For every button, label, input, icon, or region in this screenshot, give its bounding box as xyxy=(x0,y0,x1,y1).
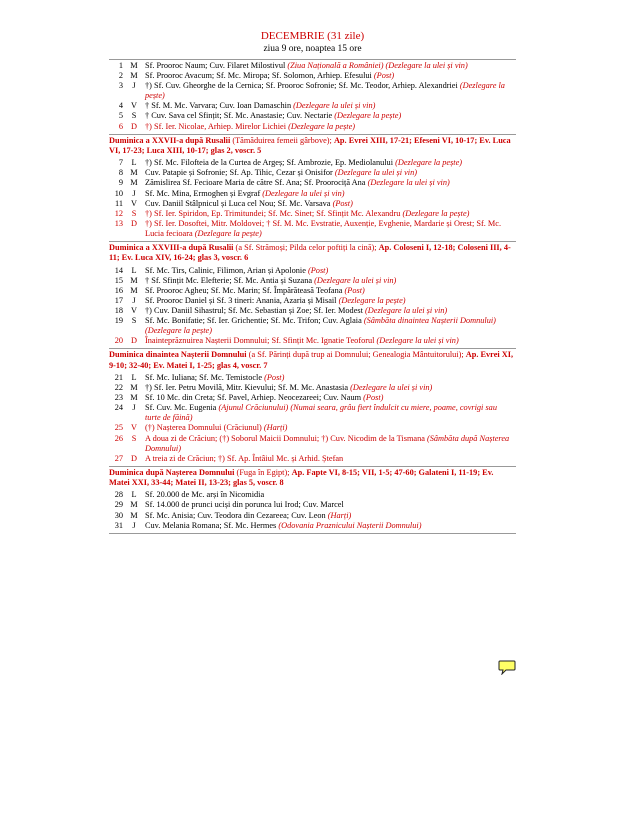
sunday-name: Duminica dinaintea Nașterii Domnului xyxy=(109,350,247,360)
day-row xyxy=(109,336,516,346)
day-saints xyxy=(142,286,516,296)
weekday: L xyxy=(131,372,137,382)
day-saints xyxy=(142,61,516,71)
saints-text: A doua zi de Crăciun; (†) Soborul Maicii Domnului; †) Cuv. Nicodim de la Tismana xyxy=(145,433,427,443)
saints-text: Sf. 20.000 de Mc. arși în Nicomidia xyxy=(145,490,265,500)
fasting-note: (Dezlegare la ulei și vin) xyxy=(293,101,376,111)
fasting-note: (Post) xyxy=(264,372,285,382)
weekday: V xyxy=(131,423,137,433)
day-saints xyxy=(142,521,516,531)
weekday: D xyxy=(131,121,137,131)
sunday-heading xyxy=(109,467,516,490)
fasting-note: (Dezlegare la pește) xyxy=(288,121,356,131)
day-row xyxy=(109,168,516,178)
day-saints xyxy=(142,189,516,199)
weekday: V xyxy=(131,101,137,111)
weekday: S xyxy=(131,433,137,443)
day-number: 14 xyxy=(114,265,123,275)
weekday: V xyxy=(131,198,137,208)
saints-text: †) Sf. Ier. Dosoftei, Mitr. Moldovei; † Sf. M. Mc. Evstratie, Auxenție, Evghenie, Mardarie și Orest; Sf. Mc. Lucia fecioara xyxy=(145,218,502,238)
weekday: S xyxy=(131,316,137,326)
weekday: M xyxy=(130,500,138,510)
page-title: DECEMBRIE (31 zile) xyxy=(260,30,365,42)
saints-text: Cuv. Patapie și Sofronie; Sf. Ap. Tihic, Cezar și Onisifor xyxy=(145,168,335,178)
day-saints xyxy=(142,383,516,393)
day-number: 23 xyxy=(114,393,123,403)
saints-text: A treia zi de Crăciun; †) Sf. Ap. Întâiul Mc. și Arhid. Ștefan xyxy=(145,453,344,463)
saints-text: Sf. Mc. Tirs, Calinic, Filimon, Arian și Apolonie xyxy=(145,265,308,275)
fasting-note: (Dezlegare la pește) xyxy=(338,295,406,305)
saints-text: Înainteprăznuirea Nașterii Domnului; Sf. Sfințit Mc. Ignatie Teoforul xyxy=(145,336,377,346)
sunday-readings: Ap. Evrei XIII, 17-21; Efeseni VI, 10-17; Ev. Luca VI, 17-23; Luca XIII, 10-17; glas 2, voscr. 5 xyxy=(109,135,511,155)
day-number: 4 xyxy=(118,101,123,111)
day-saints xyxy=(142,511,516,521)
day-row xyxy=(109,209,516,219)
day-row xyxy=(109,373,516,383)
fasting-note: (Dezlegare la pește) xyxy=(395,158,463,168)
day-number: 18 xyxy=(114,305,123,315)
weekday: S xyxy=(131,208,137,218)
day-row xyxy=(109,286,516,296)
day-number: 7 xyxy=(118,158,123,168)
weekday: M xyxy=(130,510,138,520)
fasting-note: (Ziua Națională a României) (Dezlegare la ulei și vin) xyxy=(287,61,468,70)
sunday-name: Duminica a XXVII-a după Rusalii xyxy=(109,135,231,145)
day-saints xyxy=(142,403,516,423)
fasting-note: (Odovania Praznicului Nașterii Domnului) xyxy=(278,520,422,530)
sunday-readings: Ap. Coloseni I, 12-18; Coloseni III, 4-11; Ev. Luca XIV, 16-24; glas 3, voscr. 6 xyxy=(109,243,511,263)
day-list xyxy=(109,158,516,239)
fasting-note: (Harți) xyxy=(263,423,288,433)
sunday-name: Duminica după Nașterea Domnului xyxy=(109,467,235,477)
saints-text: Sf. Mc. Iuliana; Sf. Mc. Temistocle xyxy=(145,372,265,382)
weekday: M xyxy=(130,61,138,70)
day-saints xyxy=(142,454,516,464)
saints-text: †) Sf. Mc. Filofteia de la Curtea de Argeș; Sf. Ambrozie, Ep. Mediolanului xyxy=(145,158,396,168)
day-row xyxy=(109,306,516,316)
sunday-readings: Ap. Fapte VI, 8-15; VII, 1-5; 47-60; Galateni I, 11-19; Ev. Matei XXI, 33-44; Matei II, 13-23; glas 5, voscr. 8 xyxy=(109,467,494,488)
weekday: J xyxy=(132,81,136,91)
saints-text: Sf. 10 Mc. din Creta; Sf. Pavel, Arhiep. Neocezareei; Cuv. Naum xyxy=(145,393,364,403)
day-row xyxy=(109,158,516,168)
sunday-heading xyxy=(109,349,516,372)
calendar-content xyxy=(109,61,516,534)
sunday-heading xyxy=(109,135,516,158)
day-saints xyxy=(142,71,516,81)
day-number: 6 xyxy=(118,121,123,131)
day-number: 27 xyxy=(114,453,123,463)
day-number: 9 xyxy=(118,178,123,188)
day-saints xyxy=(142,168,516,178)
weekday: J xyxy=(132,295,136,305)
day-saints xyxy=(142,393,516,403)
day-number: 12 xyxy=(114,208,123,218)
day-saints xyxy=(142,276,516,286)
day-row xyxy=(109,199,516,209)
day-number: 30 xyxy=(114,510,123,520)
saints-text: † Sf. Sfințit Mc. Elefterie; Sf. Mc. Antia și Suzana xyxy=(145,275,315,285)
weekday: L xyxy=(131,490,137,500)
day-saints xyxy=(142,266,516,276)
day-number: 29 xyxy=(114,500,123,510)
fasting-note: (Dezlegare la ulei și vin) xyxy=(350,383,433,393)
divider xyxy=(109,533,516,534)
day-row xyxy=(109,296,516,306)
day-saints xyxy=(142,158,516,168)
day-row xyxy=(109,111,516,121)
weekday: M xyxy=(130,393,138,403)
day-row xyxy=(109,189,516,199)
fasting-note: (Dezlegare la ulei și vin) xyxy=(365,305,448,315)
day-row xyxy=(109,383,516,393)
fasting-note: (Harți) xyxy=(327,510,352,520)
day-row xyxy=(109,71,516,81)
day-saints xyxy=(142,199,516,209)
sunday-description: (Tămăduirea femeii gârbove); xyxy=(230,135,334,145)
saints-text: †) Sf. Ier. Spiridon, Ep. Trimitundei; Sf. Mc. Sinet; Sf. Sfințit Mc. Alexandru xyxy=(145,208,403,218)
day-saints xyxy=(142,122,516,132)
sunday-description: (Fuga în Egipt); xyxy=(234,467,292,477)
day-number: 21 xyxy=(114,372,123,382)
day-saints xyxy=(142,209,516,219)
day-number: 13 xyxy=(114,218,123,228)
weekday: M xyxy=(130,178,138,188)
sunday-readings: Ap. Evrei XI, 9-10; 32-40; Ev. Matei I, 1-25; glas 4, voscr. 7 xyxy=(109,350,514,370)
day-number: 11 xyxy=(115,198,123,208)
day-saints xyxy=(142,178,516,188)
day-row xyxy=(109,219,516,239)
fasting-note: (Dezlegare la pește) xyxy=(194,228,262,238)
day-number: 24 xyxy=(114,403,123,413)
divider xyxy=(109,59,516,60)
weekday: V xyxy=(131,305,137,315)
fasting-note: (Dezlegare la ulei și vin) xyxy=(262,188,345,198)
fasting-note: (Ajunul Crăciunului) (Numai seara, grâu fiert îndulcit cu miere, poame, covrigi sau turte de făină) xyxy=(145,403,497,423)
day-row xyxy=(109,511,516,521)
day-row xyxy=(109,122,516,132)
fasting-note: (Dezlegare la pește) xyxy=(402,208,470,218)
day-row xyxy=(109,61,516,71)
day-number: 22 xyxy=(114,383,123,393)
day-row xyxy=(109,490,516,500)
day-saints xyxy=(142,101,516,111)
day-row xyxy=(109,101,516,111)
sunday-heading xyxy=(109,242,516,265)
weekday: D xyxy=(131,336,137,346)
day-number: 5 xyxy=(118,111,123,121)
day-number: 20 xyxy=(114,336,123,346)
saints-text: Sf. Mc. Bonifatie; Sf. Ier. Grichentie; Sf. Mc. Trifon; Cuv. Aglaia xyxy=(145,316,364,326)
day-row xyxy=(109,403,516,423)
day-saints xyxy=(142,336,516,346)
saints-text: Cuv. Daniil Stâlpnicul și Luca cel Nou; Sf. Mc. Varsava xyxy=(145,198,333,208)
fasting-note: (Dezlegare la ulei și vin) xyxy=(314,275,397,285)
saints-text: † Cuv. Sava cel Sfințit; Sf. Mc. Anastasie; Cuv. Nectarie xyxy=(145,111,335,121)
day-number: 1 xyxy=(118,61,123,70)
saints-text: †) Sf. Ier. Petru Movilă, Mitr. Kievului; Sf. M. Mc. Anastasia xyxy=(145,383,351,393)
day-list xyxy=(109,490,516,530)
saints-text: †) Cuv. Daniil Sihastrul; Sf. Mc. Sebastian și Zoe; Sf. Ier. Modest xyxy=(145,305,366,315)
saints-text: †) Sf. Ier. Nicolae, Arhiep. Mirelor Lichiei xyxy=(145,121,289,131)
fasting-note: (Post) xyxy=(363,393,384,403)
saints-text: Sf. Prooroc Agheu; Sf. Mc. Marin; Sf. Împărăteasă Teofana xyxy=(145,285,345,295)
saints-text: Sf. Prooroc Daniel și Sf. 3 tineri: Anania, Azaria și Misail xyxy=(145,295,339,305)
saints-text: †) Sf. Cuv. Gheorghe de la Cernica; Sf. Prooroc Sofronie; Sf. Mc. Teodor, Arhiep. Alexandriei xyxy=(145,81,460,91)
fasting-note: (Dezlegare la ulei și vin) xyxy=(376,336,459,346)
day-saints xyxy=(142,219,516,239)
day-number: 28 xyxy=(114,490,123,500)
day-number: 19 xyxy=(114,316,123,326)
saints-text: (†) Nașterea Domnului (Crăciunul) xyxy=(145,423,264,433)
day-number: 17 xyxy=(114,295,123,305)
fasting-note: (Post) xyxy=(332,198,353,208)
sunday-description: (a Sf. Părinți după trup ai Domnului; Genealogia Mântuitorului); xyxy=(246,350,466,360)
fasting-note: (Post) xyxy=(344,285,365,295)
day-row xyxy=(109,393,516,403)
weekday: J xyxy=(132,520,136,530)
day-saints xyxy=(142,306,516,316)
weekday: D xyxy=(131,218,137,228)
day-list xyxy=(109,61,516,132)
day-row xyxy=(109,521,516,531)
sunday-description: (a Sf. Strămoși; Pilda celor poftiți la cină); xyxy=(233,243,379,252)
day-row xyxy=(109,454,516,464)
weekday: M xyxy=(130,168,138,178)
saints-text: Cuv. Melania Romana; Sf. Mc. Hermes xyxy=(145,520,279,530)
fasting-note: (Dezlegare la ulei și vin) xyxy=(334,168,418,178)
day-saints xyxy=(142,423,516,433)
day-row xyxy=(109,178,516,188)
fasting-note: (Post) xyxy=(307,265,329,275)
day-number: 8 xyxy=(118,168,123,178)
day-number: 31 xyxy=(114,520,123,530)
weekday: M xyxy=(130,285,138,295)
fasting-note: (Sâmbăta dinaintea Nașterii Domnului) (Dezlegare la pește) xyxy=(145,316,496,336)
weekday: D xyxy=(131,453,137,463)
day-row xyxy=(109,81,516,101)
fasting-note: (Post) xyxy=(373,71,395,81)
day-row xyxy=(109,434,516,454)
day-list xyxy=(109,266,516,347)
page-subtitle: ziua 9 ore, noaptea 15 ore xyxy=(263,44,362,54)
day-number: 16 xyxy=(114,285,123,295)
day-saints xyxy=(142,81,516,101)
fasting-note: (Dezlegare la pește) xyxy=(145,81,505,101)
weekday: M xyxy=(130,383,138,393)
day-row xyxy=(109,500,516,510)
day-saints xyxy=(142,316,516,336)
day-saints xyxy=(142,296,516,306)
day-saints xyxy=(142,434,516,454)
day-row xyxy=(109,276,516,286)
calendar-page xyxy=(109,30,516,534)
day-number: 2 xyxy=(118,71,123,81)
day-saints xyxy=(142,111,516,121)
weekday: S xyxy=(131,111,137,121)
weekday: M xyxy=(130,71,138,81)
day-row xyxy=(109,266,516,276)
weekday: M xyxy=(130,275,138,285)
saints-text: Sf. Mc. Anisia; Cuv. Teodora din Cezareea; Cuv. Leon xyxy=(145,510,328,520)
day-saints xyxy=(142,500,516,510)
day-saints xyxy=(142,373,516,383)
day-list xyxy=(109,373,516,464)
saints-text: Sf. Prooroc Naum; Cuv. Filaret Milostivul xyxy=(145,61,288,70)
saints-text: Sf. Prooroc Avacum; Sf. Mc. Miropa; Sf. Solomon, Arhiep. Efesului xyxy=(145,71,374,81)
weekday: L xyxy=(131,158,137,168)
fasting-note: (Sâmbăta după Nașterea Domnului) xyxy=(145,433,510,453)
fasting-note: (Dezlegare la ulei și vin) xyxy=(367,178,450,188)
saints-text: Sf. Mc. Mina, Ermoghen și Evgraf xyxy=(145,188,263,198)
weekday: J xyxy=(132,403,136,413)
day-saints xyxy=(142,490,516,500)
day-number: 26 xyxy=(114,433,123,443)
saints-text: Zămislirea Sf. Fecioare Maria de către Sf. Ana; Sf. Proorociță Ana xyxy=(145,178,368,188)
fasting-note: (Dezlegare la pește) xyxy=(334,111,402,121)
saints-text: Sf. Cuv. Mc. Eugenia xyxy=(145,403,219,413)
day-number: 15 xyxy=(114,275,123,285)
day-number: 10 xyxy=(114,188,123,198)
day-number: 3 xyxy=(118,81,123,91)
saints-text: † Sf. M. Mc. Varvara; Cuv. Ioan Damaschin xyxy=(145,101,294,111)
saints-text: Sf. 14.000 de prunci uciși din porunca lui Irod; Cuv. Marcel xyxy=(145,500,344,510)
weekday: J xyxy=(132,188,136,198)
weekday: L xyxy=(131,265,137,275)
speech-bubble-icon[interactable] xyxy=(498,660,516,675)
day-number: 25 xyxy=(114,423,123,433)
day-row xyxy=(109,316,516,336)
sunday-name: Duminica a XXVIII-a după Rusalii xyxy=(109,243,234,252)
day-row xyxy=(109,423,516,433)
